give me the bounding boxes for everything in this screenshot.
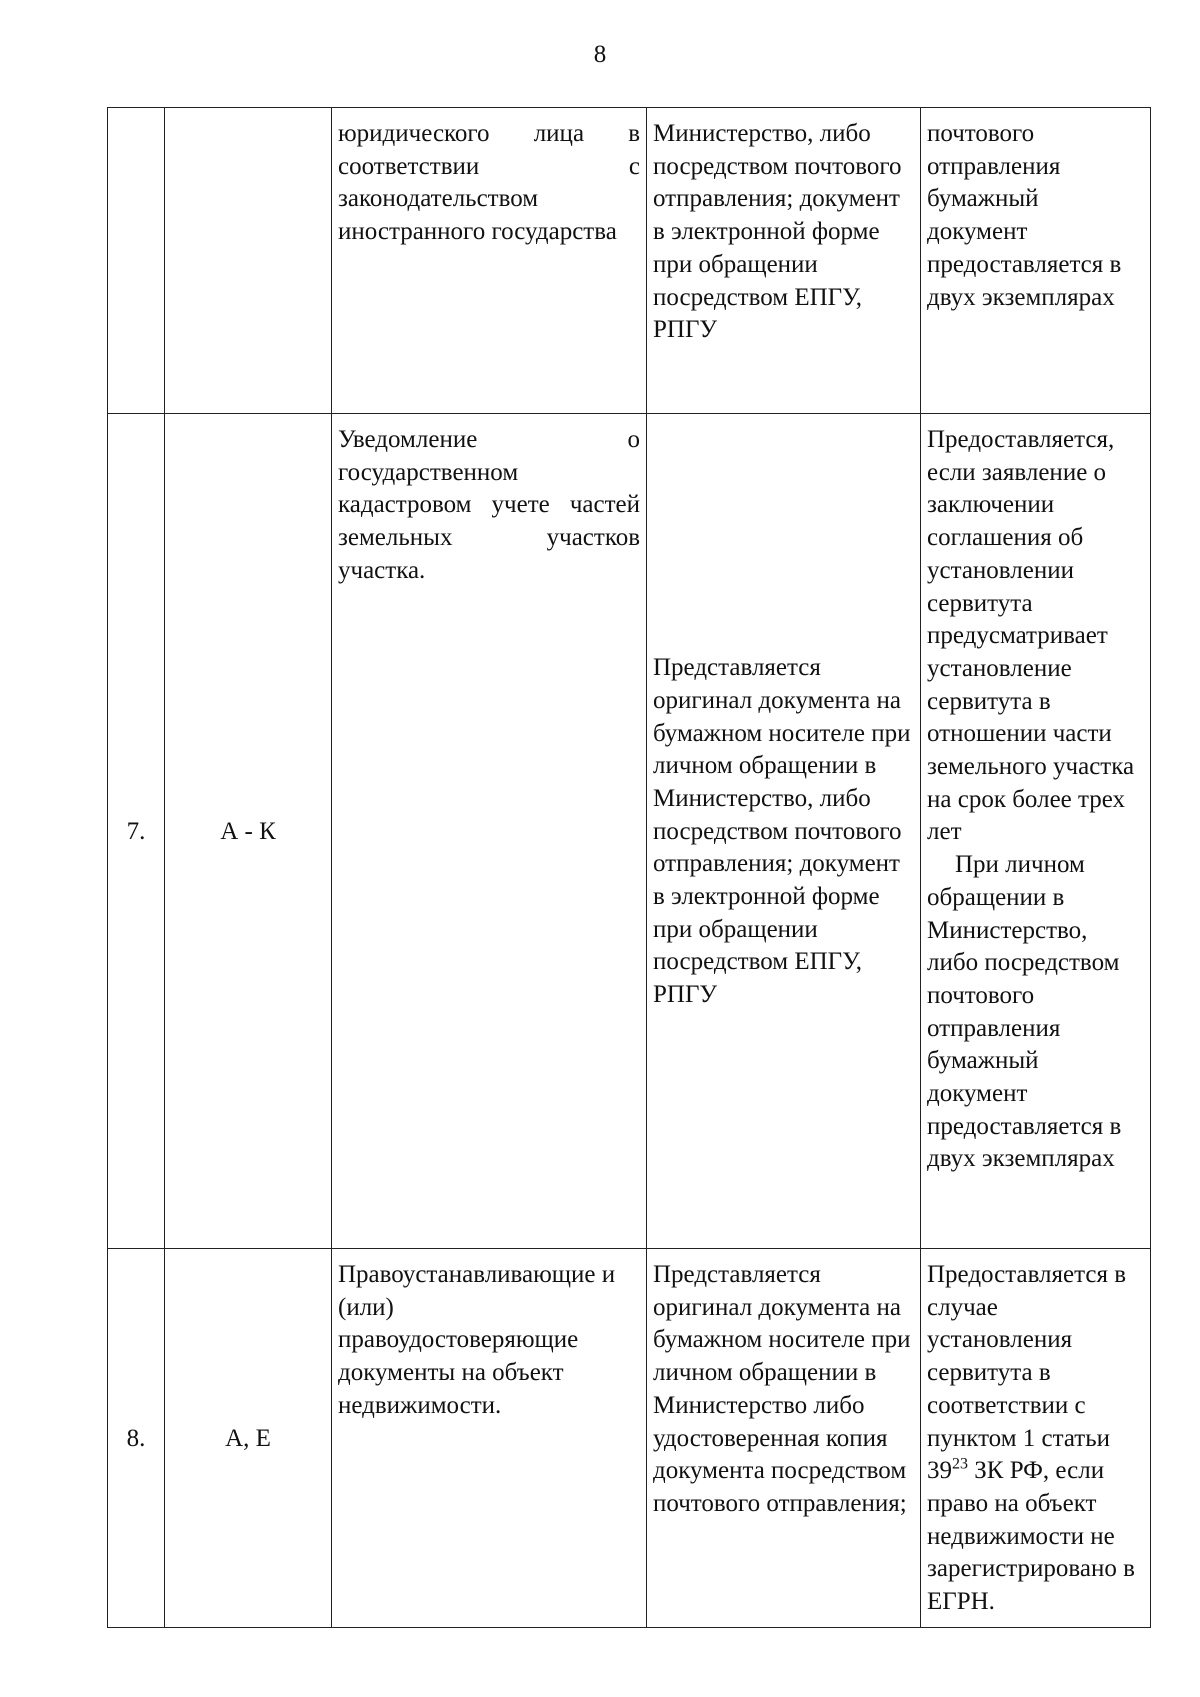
applicant-code-cell: А, Е [165,1249,332,1628]
document-name-cell: юридического лица в соответствии с законодательством иностранного государства [332,108,647,414]
table-row [108,108,1151,414]
notes-text: почтового отправления бумажный документ предоставляется в двух экземплярах [927,120,1122,311]
applicant-code-cell [165,108,332,414]
applicant-code-cell: А - К [165,414,332,1249]
notes-cell [921,414,1151,1249]
submission-method-cell: Представляется оригинал документа на бумажном носителе при личном обращении в Министерство либо удостоверенная копия документа посредством почтового отправления; [647,1249,921,1628]
row-number-cell: 7. [108,414,165,1249]
document-name-cell: Уведомление о государственном кадастровом учете частей земельных участков участка. [332,414,647,1249]
table-row [108,1249,1151,1628]
document-table [107,107,1151,1628]
notes-superscript: 23 [952,1455,968,1473]
notes-cell [921,1249,1151,1628]
notes-text-after: ЗК РФ, если право на объект недвижимости не зарегистрировано в ЕГРН. [927,1457,1135,1616]
submission-method-cell: Представляется оригинал документа на бумажном носителе при личном обращении в Министерство, либо посредством почтового отправления; документ в электронной форме при обращении посредством ЕПГУ, РПГУ [647,414,921,1249]
table-row [108,414,1151,1249]
document-name-cell: Правоустанавливающие и (или) правоудостоверяющие документы на объект недвижимости. [332,1249,647,1628]
row-number-cell: 8. [108,1249,165,1628]
notes-text-before: Предоставляется в случае установления сервитута в соответствии с пунктом 1 статьи 39 [927,1261,1127,1485]
notes-text: Предоставляется, если заявление о заключении соглашения об установлении сервитута предусматривает установление сервитута в отношении части земельного участка на срок более трех лет [927,426,1135,846]
page-number: 8 [593,41,607,68]
notes-cell [921,108,1151,414]
row-number-cell [108,108,165,414]
submission-method-cell: Министерство, либо посредством почтового отправления; документ в электронной форме при обращении посредством ЕПГУ, РПГУ [647,108,921,414]
notes-text: При личном обращении в Министерство, либо посредством почтового отправления бумажный документ предоставляется в двух экземплярах [927,851,1122,1173]
